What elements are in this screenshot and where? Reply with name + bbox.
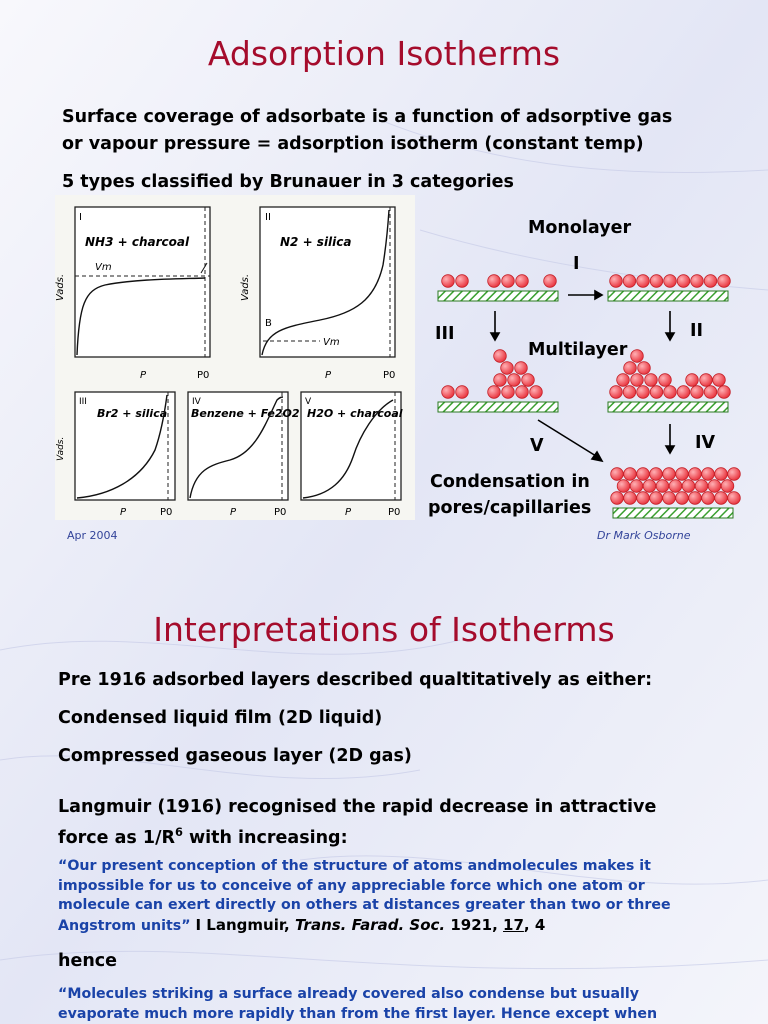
citation-volume: 17 (503, 915, 524, 934)
adsorbate-molecule (488, 275, 501, 288)
adsorbate-molecule (610, 275, 623, 288)
text-line (58, 819, 348, 851)
panel-label: Br2 + silica (97, 407, 168, 420)
isotherm-graphs-figure (55, 195, 415, 520)
vm-label: Vm (323, 337, 340, 348)
adsorbate-molecule (442, 275, 455, 288)
panel-label: Benzene + Fe2O2 (191, 407, 300, 420)
isotherm-panel-1 (55, 207, 210, 381)
roman-label: V (530, 436, 544, 456)
adsorbate-molecule (610, 386, 623, 399)
adsorbate-molecule (624, 362, 637, 375)
footer-date: Apr 2004 (67, 529, 118, 542)
superscript: 6 (174, 825, 183, 839)
x-axis-label: P (140, 370, 147, 381)
adsorption-layers-diagram (420, 205, 765, 535)
panel-label: NH3 + charcoal (85, 235, 190, 249)
adsorbate-molecule (611, 468, 624, 481)
citation-author: I Langmuir (195, 915, 285, 934)
adsorbate-molecule (502, 275, 515, 288)
x-axis-label: P (345, 507, 352, 518)
panel-label: N2 + silica (280, 235, 352, 249)
isotherm-panel-2 (240, 207, 395, 381)
quote-line: “Molecules striking a surface already covered also condense but usually (58, 986, 640, 1002)
adsorbate-molecule (502, 386, 515, 399)
substrate-surface (613, 508, 733, 518)
adsorbate-molecule (530, 386, 543, 399)
substrate-surface (608, 402, 728, 412)
multilayer-label: Multilayer (528, 340, 628, 360)
adsorbate-molecule (659, 374, 672, 387)
text-line: Condensed liquid film (2D liquid) (58, 708, 383, 728)
x-end-label: P0 (388, 507, 401, 518)
y-axis-label: Vads. (55, 273, 66, 301)
roman-label: IV (695, 433, 716, 453)
roman-label: I (573, 254, 580, 274)
adsorbate-molecule (617, 480, 630, 493)
panel-number: V (305, 397, 312, 407)
x-axis-label: P (325, 370, 332, 381)
adsorbate-molecule (676, 492, 689, 505)
slide-title: Adsorption Isotherms (207, 34, 561, 73)
adsorbate-molecule (700, 374, 713, 387)
adsorbate-molecule (713, 374, 726, 387)
x-end-label: P0 (274, 507, 287, 518)
adsorbate-molecule (637, 468, 650, 481)
panel-label: H2O + charcoal (307, 407, 403, 420)
adsorbate-molecule (650, 275, 663, 288)
adsorbate-molecule (689, 492, 702, 505)
citation-journal: Trans. Farad. Soc. (294, 915, 446, 934)
quote-line: molecule can exert directly on others at distances greater than two or three (58, 897, 671, 913)
adsorbate-molecule (715, 492, 728, 505)
adsorbate-molecule (689, 468, 702, 481)
adsorbate-molecule (702, 492, 715, 505)
x-end-label: P0 (160, 507, 173, 518)
roman-label: II (690, 321, 704, 341)
adsorbate-molecule (656, 480, 669, 493)
adsorbate-molecule (637, 386, 650, 399)
isotherm-panel-3 (56, 392, 175, 518)
adsorbate-molecule (631, 374, 644, 387)
quote-line (58, 916, 671, 937)
adsorbate-molecule (682, 480, 695, 493)
panel-number: IV (192, 397, 201, 407)
adsorbate-molecule (617, 374, 630, 387)
adsorbate-molecule (456, 275, 469, 288)
adsorbate-molecule (501, 362, 514, 375)
adsorbate-molecule (702, 468, 715, 481)
substrate-surface (438, 402, 558, 412)
substrate-surface (438, 291, 558, 301)
citation-year: 1921 (450, 915, 493, 934)
adsorbate-molecule (488, 386, 501, 399)
adsorbate-molecule (456, 386, 469, 399)
adsorbate-molecule (515, 362, 528, 375)
x-end-label: P0 (383, 370, 396, 381)
citation: I Langmuir, Trans. Farad. Soc. 1921, 17, 4 (195, 915, 546, 934)
adsorbate-molecule (638, 362, 651, 375)
adsorbate-molecule (718, 386, 731, 399)
adsorbate-molecule (650, 468, 663, 481)
quote-line: “Our present conception of the structure of atoms andmolecules makes it (58, 858, 651, 874)
adsorbate-molecule (650, 386, 663, 399)
citation-page: 4 (534, 915, 546, 934)
quote-line: impossible for us to conceive of any appreciable force which one atom or (58, 877, 645, 894)
footer-author: Dr Mark Osborne (597, 529, 691, 542)
monolayer-label: Monolayer (528, 218, 632, 238)
text-line: Compressed gaseous layer (2D gas) (58, 746, 412, 766)
adsorbate-molecule (676, 468, 689, 481)
adsorbate-molecule (494, 350, 507, 363)
adsorbate-molecule (637, 492, 650, 505)
y-axis-label: Vads. (240, 273, 251, 301)
adsorbate-molecule (516, 275, 529, 288)
isotherm-panel-5 (301, 392, 403, 518)
text-fragment: force as 1/R (58, 828, 175, 848)
adsorbate-molecule (643, 480, 656, 493)
adsorbate-molecule (508, 374, 521, 387)
x-axis-label: P (230, 507, 237, 518)
b-point-label: B (265, 318, 272, 329)
adsorbate-molecule (494, 374, 507, 387)
roman-label: III (435, 324, 455, 344)
text-line: or vapour pressure = adsorption isotherm (constant temp) (62, 134, 644, 154)
adsorbate-molecule (691, 275, 704, 288)
x-end-label: P0 (197, 370, 210, 381)
quote-line: evaporate much more rapidly than from the first layer. Hence except when (58, 1005, 658, 1022)
adsorbate-molecule (522, 374, 535, 387)
adsorbate-molecule (669, 480, 682, 493)
adsorbate-molecule (630, 480, 643, 493)
second-quote (58, 985, 657, 1024)
adsorbate-molecule (623, 386, 636, 399)
adsorbate-molecule (715, 468, 728, 481)
adsorbate-molecule (663, 468, 676, 481)
adsorbate-molecule (624, 468, 637, 481)
panel-number: I (79, 212, 82, 223)
adsorbate-molecule (728, 468, 741, 481)
adsorbate-molecule (623, 275, 636, 288)
slide-interpretations-of-isotherms (0, 585, 768, 1024)
y-axis-label: Vads. (56, 436, 66, 461)
adsorbate-molecule (664, 386, 677, 399)
vm-label: Vm (95, 262, 112, 273)
adsorbate-molecule (516, 386, 529, 399)
adsorbate-molecule (691, 386, 704, 399)
substrate-surface (608, 291, 728, 301)
text-line: hence (58, 951, 118, 971)
text-line: 5 types classified by Brunauer in 3 categories (62, 172, 514, 192)
adsorbate-molecule (442, 386, 455, 399)
quote-text: Angstrom units” (58, 917, 191, 934)
adsorbate-molecule (677, 386, 690, 399)
condensation-label: Condensation in (430, 472, 590, 492)
adsorbate-molecule (728, 492, 741, 505)
adsorbate-molecule (650, 492, 663, 505)
isotherm-panel-4 (188, 392, 300, 518)
langmuir-quote (58, 857, 671, 936)
adsorbate-molecule (704, 275, 717, 288)
adsorbate-molecule (624, 492, 637, 505)
adsorbate-molecule (631, 350, 644, 363)
panel-number: III (79, 397, 87, 407)
condensation-label: pores/capillaries (428, 498, 592, 518)
x-axis-label: P (120, 507, 127, 518)
adsorbate-molecule (663, 492, 676, 505)
adsorbate-molecule (686, 374, 699, 387)
adsorbate-molecule (708, 480, 721, 493)
text-fragment: with increasing: (182, 828, 348, 848)
adsorbate-molecule (704, 386, 717, 399)
text-line: Pre 1916 adsorbed layers described qualtitatively as either: (58, 670, 653, 690)
adsorbate-molecule (645, 374, 658, 387)
text-line: Langmuir (1916) recognised the rapid decrease in attractive (58, 797, 657, 817)
text-line: Surface coverage of adsorbate is a function of adsorptive gas (62, 107, 673, 127)
adsorbate-molecule (718, 275, 731, 288)
adsorbate-molecule (637, 275, 650, 288)
adsorbate-molecule (721, 480, 734, 493)
slide-title: Interpretations of Isotherms (153, 610, 615, 649)
adsorbate-molecule (611, 492, 624, 505)
panel-number: II (265, 212, 271, 223)
adsorbate-molecule (695, 480, 708, 493)
adsorbate-molecule (544, 275, 557, 288)
adsorbate-molecule (677, 275, 690, 288)
adsorbate-molecule (664, 275, 677, 288)
